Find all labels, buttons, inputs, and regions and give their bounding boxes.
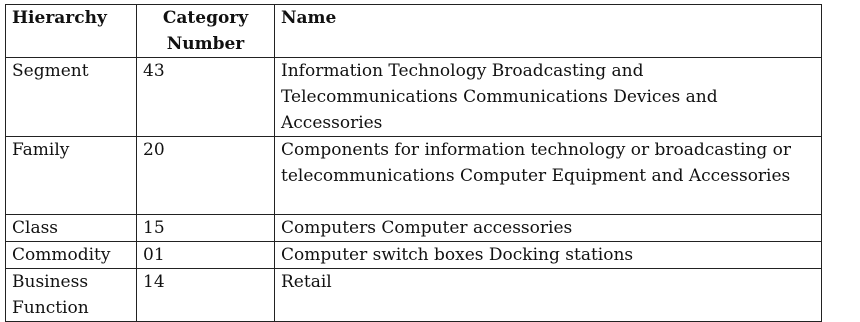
cell-hierarchy: Family xyxy=(6,137,137,215)
cell-hierarchy: Commodity xyxy=(6,242,137,269)
cell-hierarchy: Business Function xyxy=(6,269,137,322)
cell-hierarchy: Class xyxy=(6,215,137,242)
cell-name: Retail xyxy=(275,269,822,322)
table-row xyxy=(6,58,822,137)
table-row xyxy=(6,269,822,322)
cell-hierarchy: Segment xyxy=(6,58,137,137)
cell-category-number: 20 xyxy=(137,137,275,215)
cell-name: Information Technology Broadcasting and Telecommunications Communications Devices and Accessories xyxy=(275,58,822,137)
hierarchy-table xyxy=(5,4,822,322)
header-category-number: Category Number xyxy=(137,5,275,58)
cell-category-number: 01 xyxy=(137,242,275,269)
cell-category-number: 43 xyxy=(137,58,275,137)
cell-category-number: 14 xyxy=(137,269,275,322)
table-row xyxy=(6,215,822,242)
cell-name: Components for information technology or broadcasting or telecommunications Computer Equipment and Accessories xyxy=(275,137,822,215)
cell-name: Computers Computer accessories xyxy=(275,215,822,242)
table-row xyxy=(6,137,822,215)
header-hierarchy: Hierarchy xyxy=(6,5,137,58)
cell-name: Computer switch boxes Docking stations xyxy=(275,242,822,269)
table-row xyxy=(6,242,822,269)
cell-category-number: 15 xyxy=(137,215,275,242)
table-header-row xyxy=(6,5,822,58)
header-name: Name xyxy=(275,5,822,58)
